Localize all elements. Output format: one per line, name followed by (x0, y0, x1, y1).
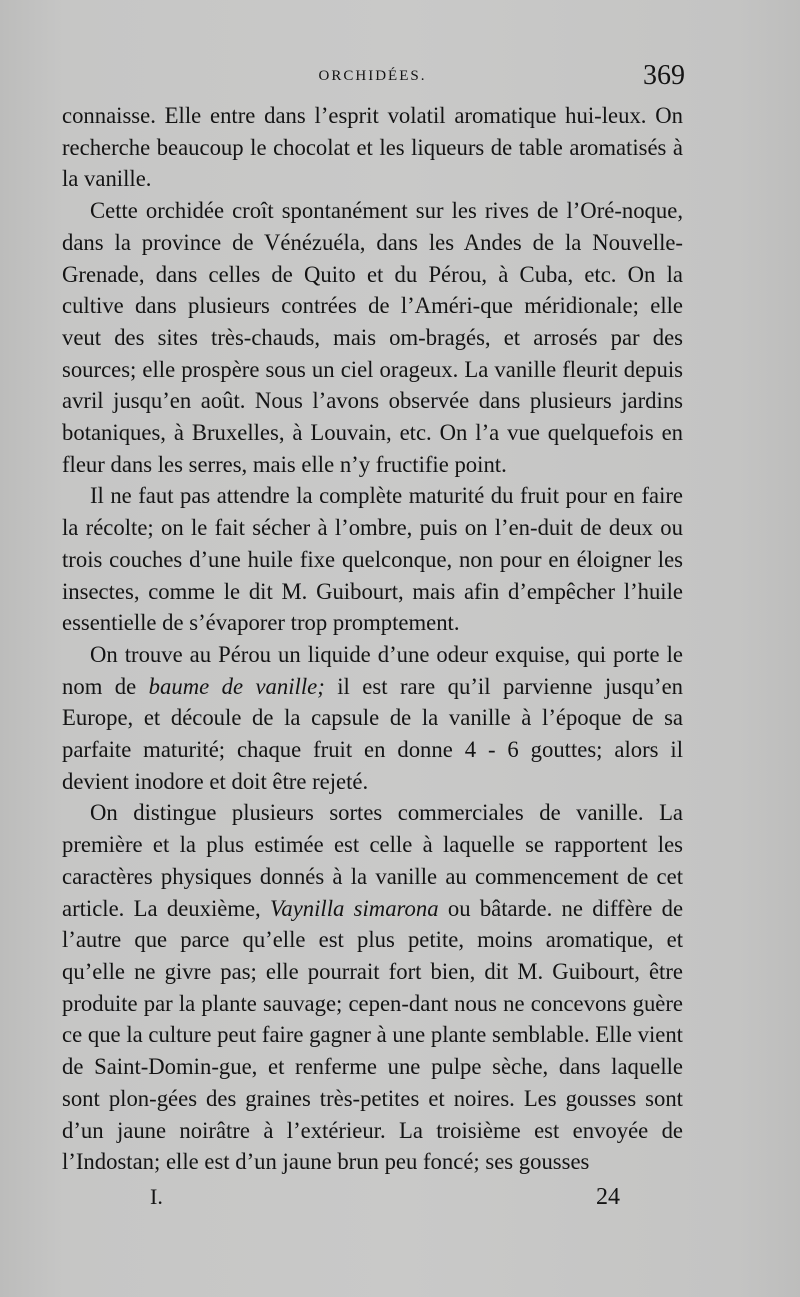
paragraph (62, 195, 683, 480)
paragraph-text: On distingue plusieurs sortes commerciales de vanille. La première et la plus estimée est celle à laquelle se rapportent les caractères physiques donnés à la vanille au commencement de cet article. La deuxième, (62, 800, 683, 921)
paragraph-text: ou bâtarde. ne diffère de l’autre que parce qu’elle est plus petite, moins aromatique, et qu’elle ne givre pas; elle pourrait fort bien, dit M. Guibourt, être produite par la plante sauvage; cepen-dant nous ne concevons guère ce que la culture peut faire gagner à une plante semblable. Elle vient de Saint-Domin-gue, et renferme une pulpe sèche, dans laquelle sont plon-gées des graines très-petites et noires. Les gousses sont d’un jaune noirâtre à l’extérieur. La troisième est envoyée de l’Indostan; elle est d’un jaune brun peu foncé; ses gousses (62, 895, 684, 1175)
paragraph-text: connaisse. Elle entre dans l’esprit volatil aromatique hui-leux. On recherche beaucoup le chocolat et les liqueurs de table aromatisés à la vanille. (62, 103, 683, 192)
paragraph-text: il est rare qu’il parvienne jusqu’en Europe, et découle de la capsule de la vanille à l’époque de sa parfaite maturité; chaque fruit en donne 4 - 6 gouttes; alors il devient inodore et doit être rejeté. (62, 673, 684, 794)
page-number: 369 (643, 60, 685, 91)
sheet-number: 24 (596, 1184, 620, 1210)
running-title: ORCHIDÉES. (318, 68, 427, 84)
paragraph-text: Il ne faut pas attendre la complète maturité du fruit pour en faire la récolte; on le fait sécher à l’ombre, puis on l’en-duit de deux ou trois couches d’une huile fixe quelconque, non pour en éloigner les insectes, comme le dit M. Guibourt, mais afin d’empêcher l’huile essentielle de s’évaporer trop promptement. (62, 483, 683, 636)
italic-term: Vaynilla simarona (270, 895, 439, 921)
paragraph (62, 100, 683, 195)
body-text (62, 100, 683, 1178)
running-head (60, 60, 685, 100)
italic-term: baume de vanille; (148, 673, 325, 699)
paragraph-text: On trouve au Pérou un liquide d’une odeur exquise, qui porte le nom de (62, 641, 683, 699)
signature-mark: I. (150, 1184, 163, 1209)
paragraph (62, 797, 683, 1177)
page-footer (150, 1184, 620, 1218)
paragraph-text: Cette orchidée croît spontanément sur les rives de l’Oré-noque, dans la province de Vénézuéla, dans les Andes de la Nouvelle-Grenade, dans celles de Quito et du Pérou, à Cuba, etc. On la cultive dans plusieurs contrées de l’Améri-que méridionale; elle veut des sites très-chauds, mais om-bragés, et arrosés par des sources; elle prospère sous un ciel orageux. La vanille fleurit depuis avril jusqu’en août. Nous l’avons observée dans plusieurs jardins botaniques, à Bruxelles, à Louvain, etc. On l’a vue quelquefois en fleur dans les serres, mais elle n’y fructifie point. (62, 198, 683, 477)
paragraph (62, 480, 683, 639)
paragraph (62, 639, 683, 798)
